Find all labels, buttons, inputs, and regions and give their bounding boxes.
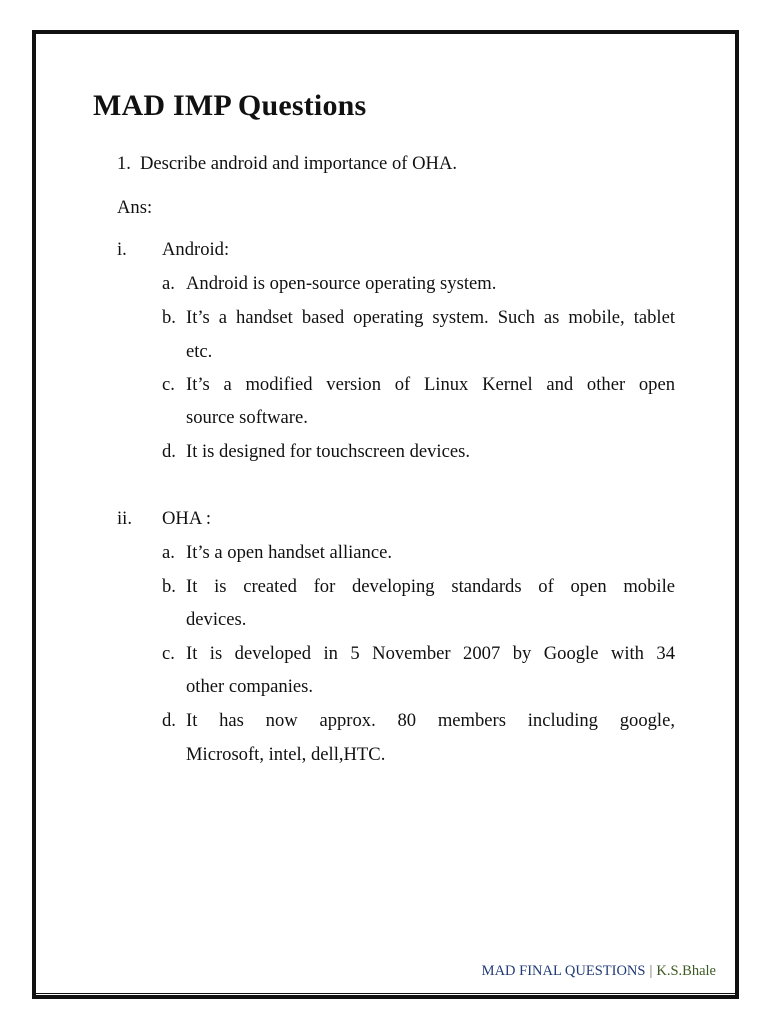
section-numeral: ii. (117, 508, 132, 529)
answer-label: Ans: (117, 197, 153, 218)
section-heading: OHA : (162, 508, 212, 529)
list-item-letter: b. (162, 307, 176, 328)
question-number: 1. (117, 153, 131, 174)
list-item-text (186, 710, 675, 732)
list-item-text (186, 576, 675, 598)
list-item-line: It has now approx. 80 members including google, (186, 710, 675, 731)
list-item-line: It is created for developing standards of open mobile (186, 576, 675, 597)
list-item-line: devices. (186, 609, 247, 630)
page-footer (482, 962, 716, 980)
list-item-line: other companies. (186, 676, 314, 697)
list-item-letter: b. (162, 576, 176, 597)
list-item-line: source software. (186, 407, 308, 428)
page-title: MAD IMP Questions (93, 89, 367, 122)
question-text: Describe android and importance of OHA. (140, 153, 458, 174)
list-item-letter: c. (162, 374, 175, 395)
section-numeral: i. (117, 239, 127, 260)
list-item-text (186, 643, 675, 665)
list-item-line: It’s a handset based operating system. Such as mobile, tablet (186, 307, 675, 328)
list-item-text: It’s a open handset alliance. (186, 542, 393, 563)
list-item-letter: d. (162, 710, 176, 731)
page-border-bottom-line (32, 993, 739, 994)
list-item-letter: a. (162, 542, 175, 563)
list-item-text (186, 374, 675, 396)
list-item-line: etc. (186, 341, 213, 362)
section-heading: Android: (162, 239, 230, 260)
footer-title: MAD FINAL QUESTIONS (481, 963, 646, 979)
list-item-letter: d. (162, 441, 176, 462)
list-item-text (186, 307, 675, 329)
list-item-line: Microsoft, intel, dell,HTC. (186, 744, 386, 765)
page-border (32, 30, 739, 999)
footer-author: K.S.Bhale (656, 963, 716, 979)
list-item-text: It is designed for touchscreen devices. (186, 441, 470, 462)
list-item-text: Android is open-source operating system. (186, 273, 497, 294)
list-item-line: It is developed in 5 November 2007 by Google with 34 (186, 643, 675, 664)
list-item-line: It’s a modified version of Linux Kernel and other open (186, 374, 675, 395)
list-item-letter: a. (162, 273, 175, 294)
footer-separator: | (649, 963, 653, 979)
list-item-letter: c. (162, 643, 175, 664)
